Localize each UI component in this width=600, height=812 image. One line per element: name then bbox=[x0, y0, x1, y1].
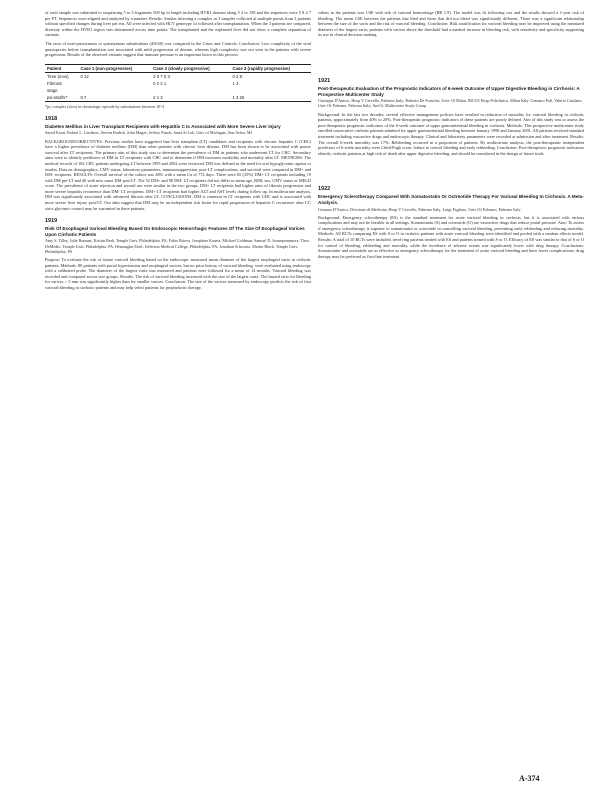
table-cell: 0 2 8 bbox=[232, 73, 242, 79]
abstract-number: 1918 bbox=[45, 115, 58, 122]
table-cell bbox=[78, 87, 151, 94]
table-cell bbox=[230, 87, 311, 94]
table-cell: Fibrosis bbox=[47, 80, 63, 86]
table-cell: 0.7 bbox=[80, 94, 87, 100]
results-table bbox=[45, 64, 311, 102]
table-row bbox=[45, 87, 311, 94]
table-cell: 1 3 26 bbox=[232, 94, 245, 100]
abstract-number: 1922 bbox=[318, 186, 331, 193]
intro-paragraph: of each sample was submitted to sequencing 5 to 3 fragments 500 bp in length including HVR1 domain along 5 4 to 158 and the sequences were 5 8 4 7 per PT. Sequences were aligned and analyzed by a number. Results: Similar infecting a complex in 3 samples collected at multiple points from 3 patients without specified changes during liver pat ern. All were infected with HCV genotype 1a followed after transplantation. When the 3 patients are compared, diversity within the HVR1 region was determined across time points. The transplanted and the explanted liver did not show a complete separation of variants. bbox=[45, 10, 311, 38]
page-number: A-374 bbox=[519, 774, 540, 783]
table-row bbox=[45, 72, 311, 80]
abstract-1921 bbox=[318, 78, 584, 156]
table-cell: 0 2 2 1 bbox=[153, 80, 167, 86]
abstract-title: Diabetes Mellitus in Liver Transplant Recipients with Hepatitis C Is Associated with More Severe Liver Injury bbox=[45, 123, 281, 129]
abstract-title: Post-therapeutic Evaluation of the Prognostic Indicators of 6-week Outcome of Upper Digestive Bleeding in Cirrhosis: A Prospective Multicenter Study bbox=[318, 85, 580, 97]
abstract-1919 bbox=[45, 218, 311, 290]
table-cell: 2 0 7 0 3 bbox=[153, 73, 170, 79]
abstract-number: 1919 bbox=[45, 218, 58, 225]
intro-paragraph: values in the patients was CSE with risk of variceal hemorrhage (RR 1.9). The model was fit following cox and the results showed a 1-year risk of bleeding. The mean CSE between the patients that bled and those that did not bleed was significantly different. There was a significant relationship between the size of the varix and the risk of variceal bleeding. Conclusion: Risk stratification for variceal bleeding may be improved using the measured diameter of the largest varix; patients with varices above the threshold had a marked increase in bleeding risk, with sensitivity and specificity supporting its use in clinical decision making. bbox=[318, 10, 584, 38]
table-row bbox=[45, 80, 311, 87]
table-cell: 0 12 bbox=[80, 73, 89, 79]
abstract-body: Background: In the last two decades, several effective management policies have resulted in reduction of mortality for variceal bleeding in cirrhotic patients, approximately from 40% to 20%. Post-therapeutic prognostic indicators of these patients are poorly defined. Aim of this study was to assess the post-therapeutic prognostic indicators of the 6-week outcome of upper gastrointestinal bleeding in cirrhosis. Methods: This prospective multicenter study enrolled consecutive cirrhotic patients admitted for upper gastrointestinal bleeding between January 1998 and January 2001. All patients received standard treatment including vasoactive drugs and endoscopic therapy. Clinical and laboratory parameters were recorded at admission and after treatment. Results: The overall 6-week mortality was 17%. Rebleeding occurred in a proportion of patients. By multivariate analysis, the post-therapeutic independent predictors of 6-week mortality were Child-Pugh score, failure to control bleeding and early rebleeding. Conclusion: Post-therapeutic prognostic indicators identify cirrhotic patients at high risk of death after upper digestive bleeding, and should be considered in the design of future trials. bbox=[318, 111, 584, 156]
table-header-row bbox=[45, 64, 311, 72]
table-header: Patient bbox=[47, 65, 62, 71]
abstract-title: Emergency Sclerotherapy Compared With Somatostatin Or Octreotide Therapy For Variceal Bleeding In Cirrhosis. A Meta-Analysis. bbox=[318, 194, 584, 205]
table-cell bbox=[151, 87, 230, 94]
abstract-body: Purpose: To evaluate the risk of future variceal bleeding based on the endoscopic measured mean diameter of the largest esophageal varix in cirrhotic patients. Methods: 80 patients with portal hypertension and esophageal varices, but no prior history of variceal bleeding, were evaluated using endoscopy with a calibrated probe. The diameter of the largest varix was measured and patients were followed for a mean of 12 months. Variceal bleeding was recorded and compared across size groups. Results: The risk of variceal bleeding increased with the size of the largest varix. The hazard ratio for bleeding for varices > 5 mm was significantly higher than for smaller varices. Conclusion: The size of the varices measured by endoscopy predicts the risk of first variceal bleeding in cirrhotic patients and may help select patients for prophylactic therapy. bbox=[45, 257, 311, 291]
abstract-authors: Giuseppe D'Amico, Hosp V Cervello, Palermo Italy; Roberto De Franchis, Univ Of Milan, IRCCS Hosp Policlinico, Milan Italy; Gennaro Pali, Valerio Catalano, Univ Of Palermo, Palermo Italy; And It. Multicenter Study Group bbox=[318, 98, 583, 109]
intro-paragraph: The ratio of non-synonymous to synonymous substitutions (dN/dS) was compared in the Cases and Controls. Conclusion: Low complexity of the viral quasispecies before transplantation was associated with mild progression of disease, whereas high complexity was not seen in the patients with severe progression. Results of the observed variants suggest that immune pressure is an important factor in this process. bbox=[45, 40, 311, 58]
abstract-body: BACKGROUND/OBJECTIVES: Previous studies have suggested that liver transplant (LT) candidates and recipients with chronic hepatitis C (CHC) have a higher prevalence of diabetes mellitus (DM) than other patients with chronic liver disease. DM has been shown to be associated with poorer survival after LT recipients. The primary aim of this study was to determine the prevalence of DM in patients who underwent LT for CHC. Secondary aims were to identify predictors of DM in LT recipients with CHC and to determine if DM increases morbidity and mortality after LT. METHODS: The medical records of 182 CHC patients undergoing LT between 1995 and 2002 were reviewed. DM was defined as the need for oral hypoglycemic agents or insulin. Data on demographics, CMV status, laboratory parameters, immunosuppression, post-LT complications, and survival were compared in DM+ and DM- recipients. RESULTS: Overall survival of the cohort was 48% with a mean f/u of 772 days. There were 65 (35%) DM+ LT recipients including 19 with DM pre-LT and 46 with new onset DM post-LT. The 52 DM+ and 98 DM- LT recipients did not differ in mean age, BMI, sex, CMV status or MELD score. The prevalence of acute rejection and steroid use were similar in the two groups. DM+ LT recipients had higher rates of fibrosis progression and more severe hepatitis recurrence than DM- LT recipients. DM+ LT recipients had higher ALT and AST levels during follow up. In multivariate analysis, DM was significantly associated with advanced fibrosis after LT. CONCLUSIONS: DM is common in LT recipients with CHC and is associated with more severe liver injury post-LT. Our data suggest that DM may be an independent risk factor for rapid progression of hepatitis C recurrence after LT; strict glycemic control may be warranted in these patients. bbox=[45, 138, 311, 211]
abstract-1918 bbox=[45, 116, 311, 212]
table-cell: psi-stat/hr* bbox=[47, 94, 68, 100]
table-cell: Time (mos) bbox=[47, 73, 69, 79]
right-column bbox=[318, 10, 584, 262]
table-cell: stage bbox=[47, 87, 58, 93]
left-column bbox=[45, 10, 311, 294]
table-cell: 2 1 3 bbox=[153, 94, 163, 100]
abstract-1922 bbox=[318, 186, 584, 259]
table-footnote: *ps, complex (sites) in chronologic episode by substitutions between 10^4 bbox=[45, 103, 164, 109]
table-cell: 1 3 bbox=[232, 80, 239, 86]
abstract-authors: Sayed Ezzat, Robert L. Carithers, Steven Rudich, John Magee, Jeffrey Punch, Anna Sl Lok, Univ of Michigan, Ann Arbor, MI bbox=[45, 130, 252, 136]
abstract-authors: Gennaro D'Amico, Divisione di Medicina, Hosp V Cervello, Palermo Italy; Luigi Pagliaro, Univ Of Palermo, Palermo Italy bbox=[318, 206, 521, 212]
table-row bbox=[45, 94, 311, 102]
table-header: Case 1 (non-progressive) bbox=[80, 65, 133, 71]
table-cell bbox=[78, 80, 151, 87]
table-header: Case 3 (rapidly progressive) bbox=[232, 65, 290, 71]
abstract-body: Background: Emergency sclerotherapy (ES) is the standard treatment for acute variceal bleeding in cirrhosis, but it is associated with serious complications and may not be feasible in all settings. Somatostatin (S) and octreotide (O) are vasoactive drugs that reduce portal pressure. Aim: To assess if emergency sclerotherapy is superior to somatostatin or octreotide in controlling variceal bleeding, preventing early rebleeding and reducing mortality. Methods: All RCTs comparing ES with S or O in cirrhotic patients with acute variceal bleeding were identified and pooled with a random effects model. Results: A total of 10 RCTs were included, involving patients treated with ES and patients treated with S or O. Efficacy of ES was similar to that of S or O for control of bleeding, rebleeding and mortality, while the incidence of adverse events was significantly lower with drug therapy. Conclusions: Somatostatin and octreotide are as effective as emergency sclerotherapy for the treatment of acute variceal bleeding and have fewer complications; drug therapy may be preferred as first-line treatment. bbox=[318, 214, 584, 259]
table-header: Case 2 (slowly progressive) bbox=[153, 65, 210, 71]
abstract-authors: Amy S. Tilley, Julie Rutman, Kristin Berk, Temple Univ, Philadelphia, PA; Fabio Brieva, Josephine Kaseta, Michael Goldman, Samuel D. Somepointmore, Thea DeMedio, Temple Univ, Philadelphia, PA; Hemangini Patel, Jefferson Medical College, Philadelphia, PA; Jonathan Schwartz, Martin Black, Temple Univ, Philadelphia, PA bbox=[45, 238, 309, 254]
abstract-number: 1921 bbox=[318, 77, 331, 84]
abstract-title: Risk Of Esophageal Variceal Bleeding Based On Endoscopic Hemorrhagic Features Of The Size Of Esophageal Varices Upon Cirrhotic Patients bbox=[45, 226, 305, 237]
